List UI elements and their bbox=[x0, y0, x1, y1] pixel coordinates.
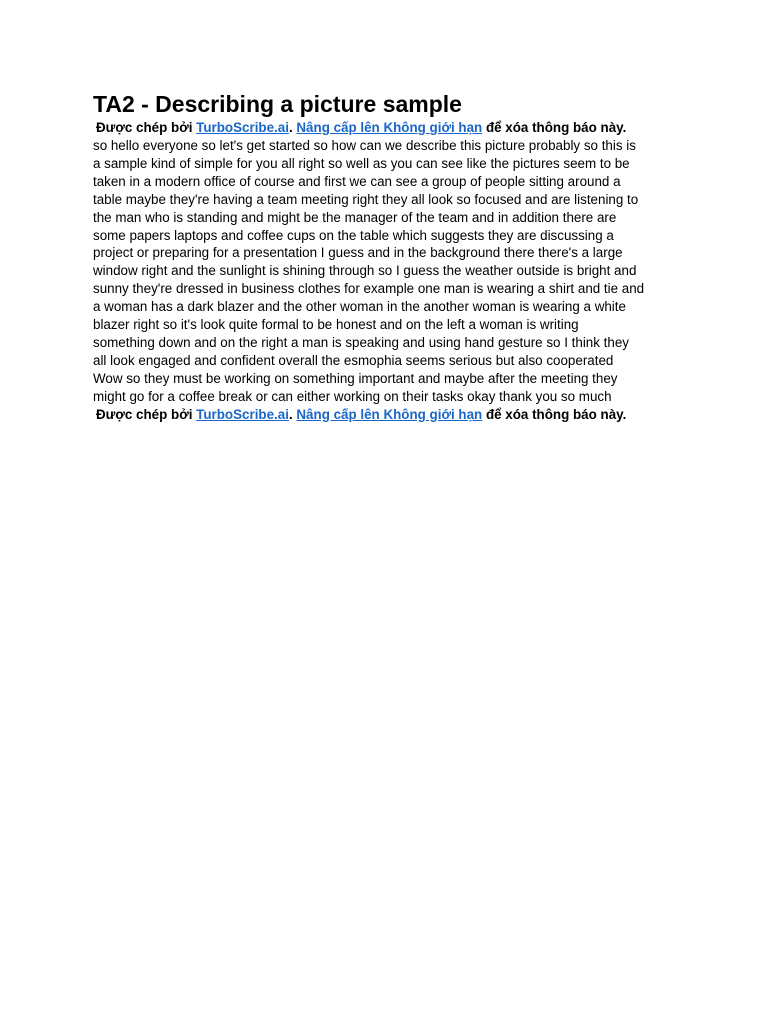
notice-prefix: Được chép bởi bbox=[96, 406, 197, 422]
transcription-notice-bottom bbox=[93, 406, 678, 424]
turboscribe-link[interactable]: TurboScribe.ai bbox=[196, 120, 289, 135]
document-title: TA2 - Describing a picture sample bbox=[93, 91, 462, 117]
document-page bbox=[93, 89, 678, 424]
notice-separator: . bbox=[288, 406, 297, 422]
transcript-body: so hello everyone so let's get started so how can we describe this picture probably so this is a sample kind of simple for you all right so well as you can see like the pictures seem to be taken in a modern office of course and first we can see a group of people sitting around a table maybe they're having a team meeting right they all look so focused and are listening to the man who is standing and might be the manager of the team and in addition there are some papers laptops and coffee cups on the table which suggests they are discussing a project or preparing for a presentation I guess and in the background there there's a large window right and the sunlight is shining through so I guess the weather outside is bright and sunny they're dressed in business clothes for example one man is wearing a shirt and tie and a woman has a dark blazer and the other woman in the another woman is wearing a white blazer right so it's look quite formal to be honest and on the left a woman is writing something down and on the right a man is speaking and using hand gesture so I think they all look engaged and confident overall the esmophia seems serious but also cooperated Wow so they must be working on something important and maybe after the meeting they might go for a coffee break or can either working on their tasks okay thank you so much bbox=[93, 138, 645, 404]
notice-suffix: để xóa thông báo này. bbox=[482, 406, 627, 422]
notice-separator: . bbox=[288, 120, 297, 135]
upgrade-unlimited-link[interactable]: Nâng cấp lên Không giới hạn bbox=[296, 120, 483, 135]
turboscribe-link[interactable]: TurboScribe.ai bbox=[196, 406, 289, 422]
notice-prefix: Được chép bởi bbox=[96, 120, 197, 135]
transcription-notice-top bbox=[93, 119, 678, 137]
upgrade-unlimited-link[interactable]: Nâng cấp lên Không giới hạn bbox=[296, 406, 483, 422]
notice-suffix: để xóa thông báo này. bbox=[482, 120, 627, 135]
